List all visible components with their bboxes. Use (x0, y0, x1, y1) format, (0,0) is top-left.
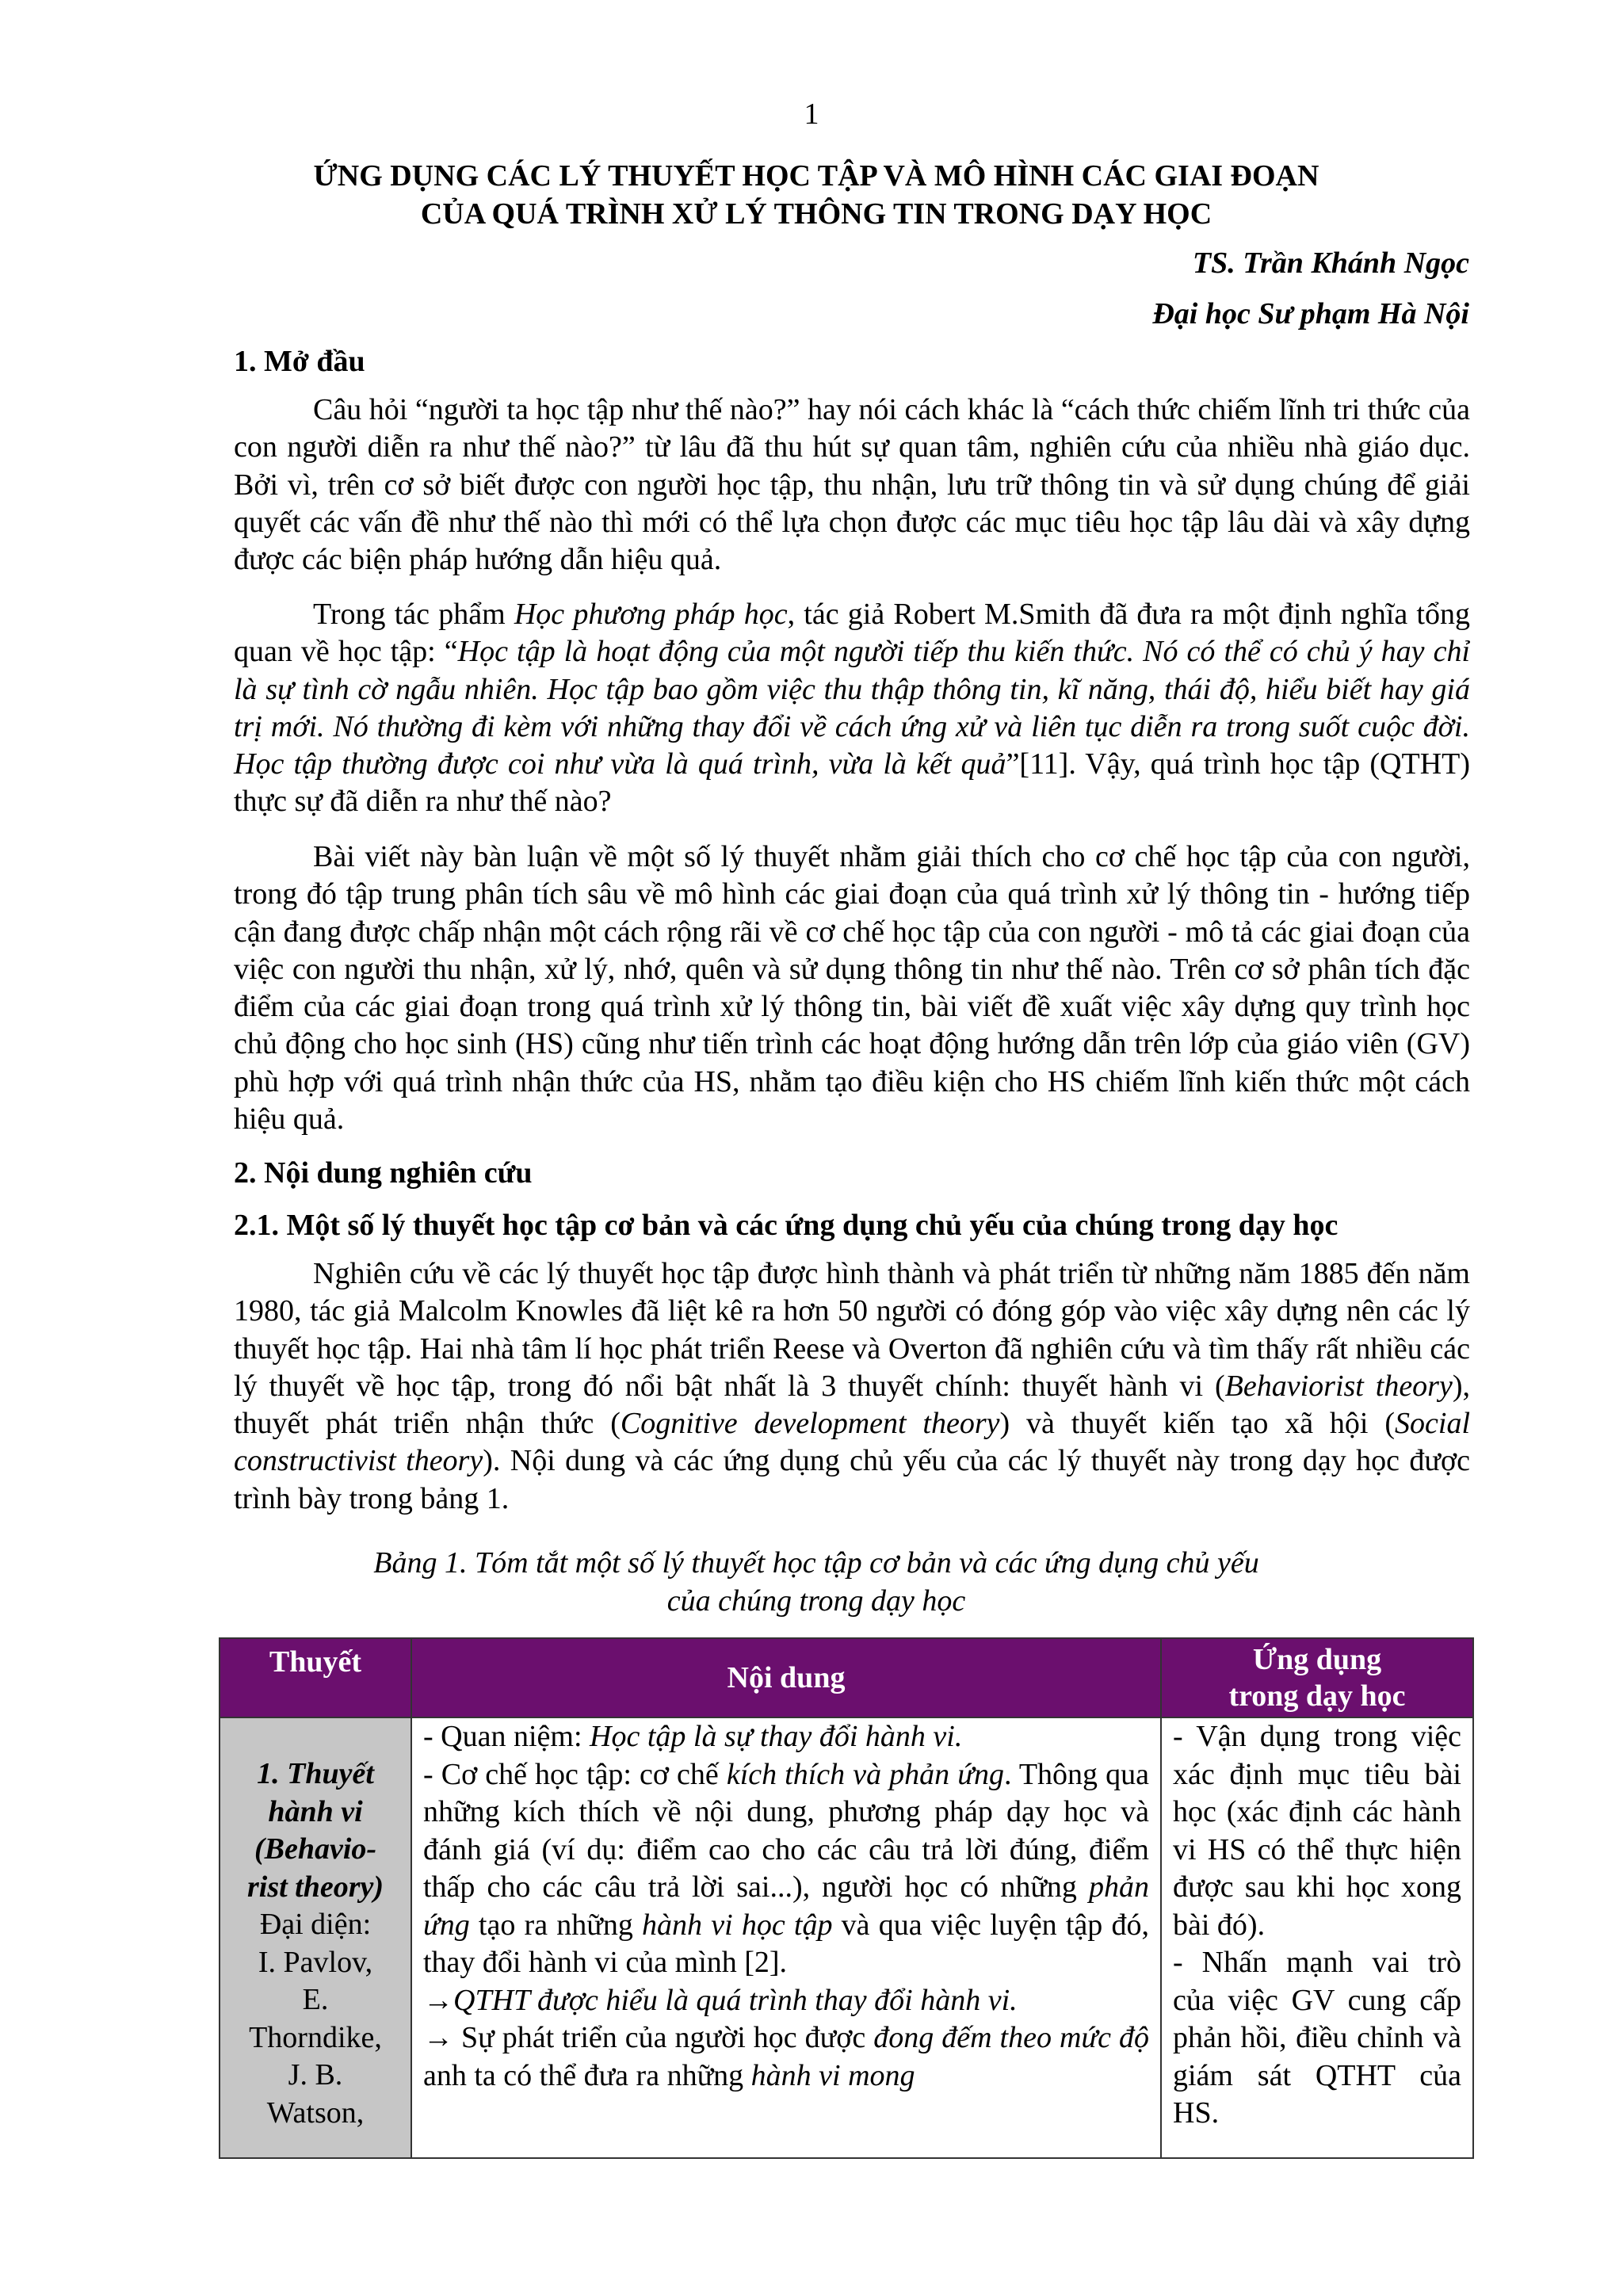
table-row (220, 1717, 1473, 2158)
section-1-heading: 1. Mở đầu (234, 345, 365, 378)
definition-quote: Học tập là hoạt động của một người tiếp thu kiến thức. Nó có thể có chủ ý hay chỉ là sự tình cờ ngẫu nhiên. Học tập bao gồm việc thu thập thông tin, kĩ năng, thái độ, hiểu biết hay giá trị mới. Nó thường đi kèm với những thay đổi về cách ứng xử và liên tục diễn ra trong suốt cuộc đời. Học tập thường được coi như vừa là quá trình, vừa là kết quả (234, 635, 1470, 781)
table-header-row (220, 1638, 1473, 1717)
content-cell: - Quan niệm: Học tập là sự thay đổi hành vi. - Cơ chế học tập: cơ chế kích thích và phản ứng. Thông qua những kích thích về nội dung, phương pháp dạy học và đánh giá (ví dụ: điểm cao cho các câu trả lời đúng, điểm thấp cho các câu trả lời sai...), người học có những phản ứng tạo ra những hành vi học tập và qua việc luyện tập đó, thay đổi hành vi của mình [2]. →QTHT được hiểu là quá trình thay đổi hành vi. → Sự phát triển của người học được đong đếm theo mức độ anh ta có thể đưa ra những hành vi mong (411, 1717, 1161, 2158)
author-affiliation: Đại học Sư phạm Hà Nội (1152, 297, 1469, 330)
section-2-heading: 2. Nội dung nghiên cứu (234, 1156, 533, 1190)
learning-theories-table (219, 1637, 1474, 2159)
application-cell: - Vận dụng trong việc xác định mục tiêu bài học (xác định các hành vi HS có thể thực hiện được sau khi học xong bài đó). - Nhấn mạnh vai trò của việc GV cung cấp phản hồi, điều chỉnh và giám sát QTHT của HS. (1161, 1717, 1473, 2158)
section-1-paragraph-2: Trong tác phẩm Học phương pháp học, tác giả Robert M.Smith đã đưa ra một định nghĩa tổng quan về học tập: “Học tập là hoạt động của một người tiếp thu kiến thức. Nó có thể có chủ ý hay chỉ là sự tình cờ ngẫu nhiên. Học tập bao gồm việc thu thập thông tin, kĩ năng, thái độ, hiểu biết hay giá trị mới. Nó thường đi kèm với những thay đổi về cách ứng xử và liên tục diễn ra trong suốt cuộc đời. Học tập thường được coi như vừa là quá trình, vừa là kết quả”[11]. Vậy, quá trình học tập (QTHT) thực sự đã diễn ra như thế nào? (234, 598, 1470, 819)
section-1-paragraph-3: Bài viết này bàn luận về một số lý thuyết nhằm giải thích cho cơ chế học tập của con người, trong đó tập trung phân tích sâu về mô hình các giai đoạn của quá trình xử lý thông tin - hướng tiếp cận đang được chấp nhận một cách rộng rãi về cơ chế học tập của con người - mô tả các giai đoạn của việc con người thu nhận, xử lý, nhớ, quên và sử dụng thông tin như thế nào. Trên cơ sở phân tích đặc điểm của các giai đoạn trong quá trình xử lý thông tin, bài viết đề xuất việc xây dựng quy trình học chủ động cho học sinh (HS) cũng như tiến trình các hoạt động hướng dẫn trên lớp của giáo viên (GV) phù hợp với quá trình nhận thức của HS, nhằm tạo điều kiện cho HS chiếm lĩnh kiến thức một cách hiệu quả. (234, 840, 1470, 1137)
paper-title-line-1: ỨNG DỤNG CÁC LÝ THUYẾT HỌC TẬP VÀ MÔ HÌNH CÁC GIAI ĐOẠN (313, 159, 1319, 193)
table-1-caption: Bảng 1. Tóm tắt một số lý thuyết học tập cơ bản và các ứng dụng chủ yếu của chúng trong dạy học (373, 1546, 1259, 1618)
header-application: Ứng dụng trong dạy học (1161, 1638, 1473, 1717)
arrow-icon: → (423, 1983, 453, 2017)
section-2-1-paragraph-1: Nghiên cứu về các lý thuyết học tập được hình thành và phát triển từ những năm 1885 đến năm 1980, tác giả Malcolm Knowles đã liệt kê ra hơn 50 người có đóng góp vào việc xây dựng nên các lý thuyết học tập. Hai nhà tâm lí học phát triển Reese và Overton đã nghiên cứu và tìm thấy rất nhiều các lý thuyết về học tập, trong đó nổi bật nhất là 3 thuyết chính: thuyết hành vi (Behaviorist theory), thuyết phát triển nhận thức (Cognitive development theory) và thuyết kiến tạo xã hội (Social constructivist theory). Nội dung và các ứng dụng chủ yếu của các lý thuyết này trong dạy học được trình bày trong bảng 1. (234, 1257, 1470, 1515)
header-theory: Thuyết (220, 1638, 411, 1717)
section-1-paragraph-1: Câu hỏi “người ta học tập như thế nào?” hay nói cách khác là “cách thức chiếm lĩnh tri thức của con người diễn ra như thế nào?” từ lâu đã thu hút sự quan tâm, nghiên cứu của nhiều nhà giáo dục. Bởi vì, trên cơ sở biết được con người học tập, thu nhận, lưu trữ thông tin và sử dụng chúng để giải quyết các vấn đề như thế nào thì mới có thể lựa chọn được các mục tiêu học tập lâu dài và xây dựng được các biện pháp hướng dẫn hiệu quả. (234, 393, 1470, 577)
arrow-icon: → (423, 2021, 453, 2054)
author-name: TS. Trần Khánh Ngọc (1192, 246, 1469, 280)
paper-title-line-2: CỦA QUÁ TRÌNH XỬ LÝ THÔNG TIN TRONG DẠY HỌC (420, 197, 1212, 231)
book-title: Học phương pháp học (514, 598, 788, 631)
theory-cell: 1. Thuyết hành vi (Behavio- rist theory) Đại diện: I. Pavlov, E. Thorndike, J. B. Watson, (220, 1717, 411, 2158)
page-number: 1 (804, 97, 819, 131)
section-2-1-heading: 2.1. Một số lý thuyết học tập cơ bản và các ứng dụng chủ yếu của chúng trong dạy học (234, 1209, 1338, 1242)
header-content: Nội dung (411, 1638, 1161, 1717)
